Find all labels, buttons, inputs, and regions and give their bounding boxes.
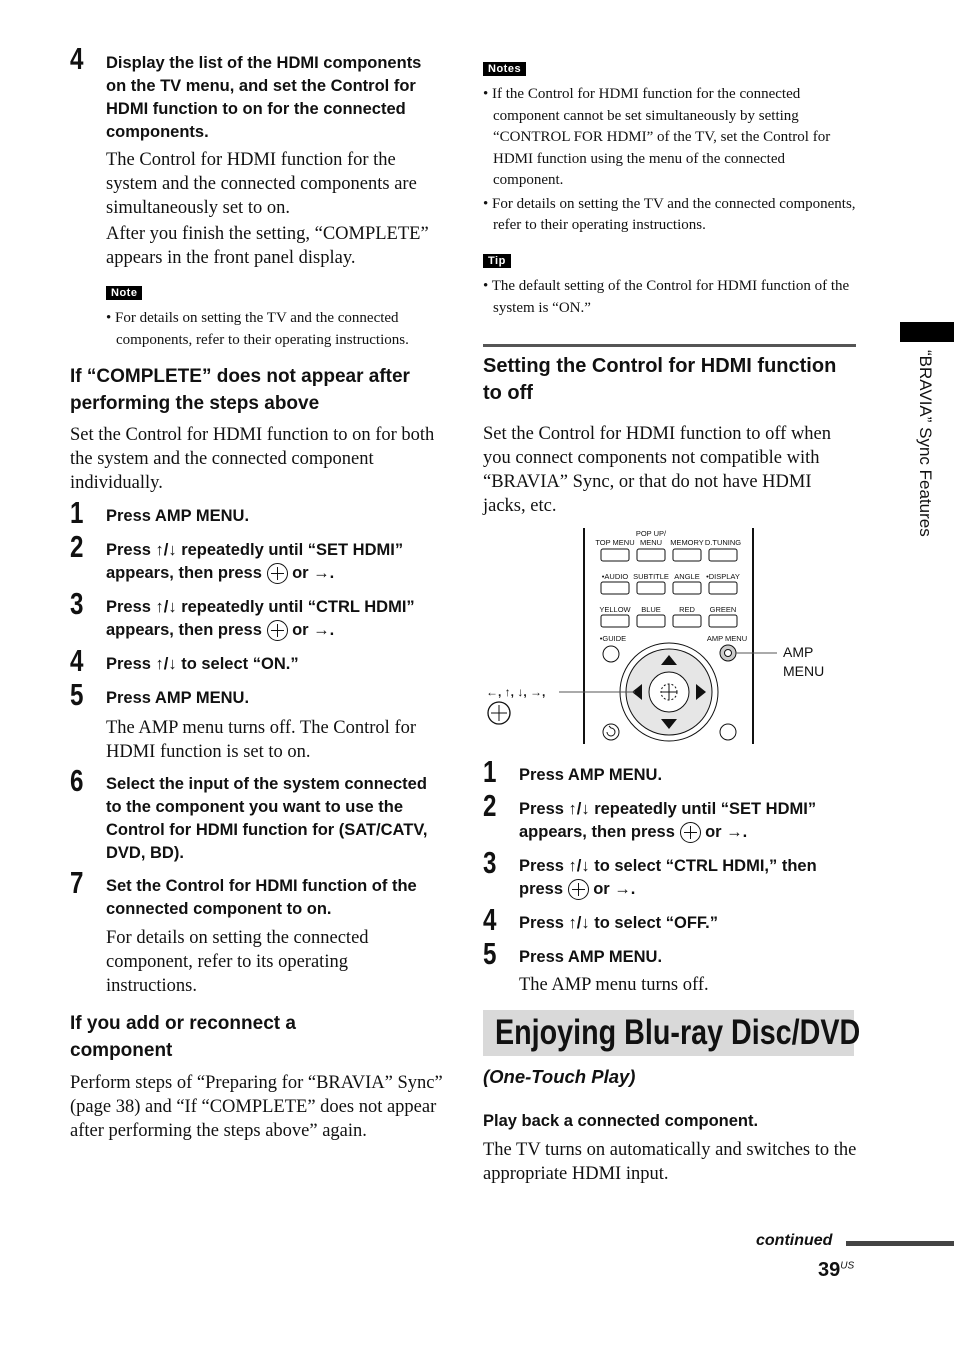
- remote-label: •DISPLAY: [706, 572, 740, 581]
- step-body: For details on setting the connected component, refer to its operating instructions.: [106, 928, 369, 996]
- guide-button[interactable]: [603, 646, 619, 662]
- blue-button[interactable]: [637, 615, 665, 627]
- display-button[interactable]: [709, 582, 737, 594]
- top-menu-button[interactable]: [601, 549, 629, 561]
- remote-label: •AUDIO: [601, 572, 629, 581]
- step-heading: Press ↑/↓ to select “ON.”: [106, 655, 299, 673]
- note-item: • For details on setting the TV and the connected components, refer to their operating instructions.: [483, 195, 856, 233]
- step-heading: Press ↑/↓ repeatedly until “CTRL HDMI” appears, then press or →.: [106, 598, 415, 639]
- step-number: 4: [483, 902, 497, 937]
- step-heading: Press ↑/↓ to select “CTRL HDMI,” then press or →.: [519, 857, 817, 898]
- angle-button[interactable]: [673, 582, 701, 594]
- continued-label: continued: [756, 1232, 833, 1249]
- option-button[interactable]: [720, 724, 736, 740]
- section-title: Enjoying Blu-ray Disc/DVD: [495, 1013, 861, 1052]
- step-body: The AMP menu turns off. The Control for HDMI function is set to on.: [106, 718, 417, 762]
- remote-label: POP UP/: [635, 529, 667, 538]
- section-heading: Setting the Control for HDMI function to off: [483, 355, 837, 404]
- remote-label: GREEN: [709, 605, 737, 614]
- remote-label: RED: [679, 605, 695, 614]
- remote-label: SUBTITLE: [633, 572, 669, 581]
- return-button[interactable]: [603, 724, 619, 740]
- remote-control-illustration: [483, 524, 857, 746]
- enter-callout-icon: [488, 702, 510, 724]
- step-heading: Press AMP MENU.: [106, 689, 250, 707]
- note-list: [106, 308, 451, 351]
- remote-label: YELLOW: [599, 605, 631, 614]
- remote-label: ANGLE: [674, 572, 700, 581]
- d-tuning-button[interactable]: [709, 549, 737, 561]
- amp-menu-callout: MENU: [783, 663, 825, 679]
- notes-badge: Notes: [483, 62, 526, 76]
- step-number: 2: [483, 788, 497, 823]
- step-number: 7: [70, 865, 84, 900]
- page-number: $39^{US}$: [818, 1259, 855, 1281]
- step-heading: Select the input of the system connected to the component you want to use the Control for HDMI function for (SAT/CATV, DVD, BD).: [106, 775, 428, 862]
- tip-badge: Tip: [483, 254, 511, 268]
- remote-label: D.TUNING: [704, 538, 742, 547]
- memory-button[interactable]: [673, 549, 701, 561]
- enter-button-icon: [267, 620, 288, 641]
- sidebar-label: “BRAVIA” Sync Features: [916, 350, 935, 537]
- red-button[interactable]: [673, 615, 701, 627]
- remote-label: BLUE: [641, 605, 661, 614]
- subtitle-button[interactable]: [637, 582, 665, 594]
- step-body: The Control for HDMI function for the system and the connected components are simultaneously set to on.: [106, 150, 417, 218]
- tip-list: [483, 276, 857, 319]
- section-heading: If you add or reconnect a component: [70, 1013, 296, 1061]
- remote-label: AMP MENU: [706, 634, 748, 643]
- note-item: • If the Control for HDMI function for the connected component cannot be set simultaneously by setting “CONTROL FOR HDMI” of the TV, set the Control for HDMI function using the menu of the connected component.: [483, 86, 831, 188]
- step-heading: Press AMP MENU.: [519, 948, 663, 966]
- remote-label: •GUIDE: [599, 634, 627, 643]
- play-heading: Play back a connected component.: [483, 1112, 759, 1130]
- step-number: 4: [70, 643, 84, 678]
- remote-label: MEMORY: [670, 538, 704, 547]
- section-title-bar: [483, 1010, 861, 1056]
- section-intro: Set the Control for HDMI function to off when you connect components not compatible with “BRAVIA” Sync, or that do not have HDMI jacks, etc.: [483, 424, 832, 516]
- step-heading: Press AMP MENU.: [519, 766, 663, 784]
- step-number: 3: [70, 586, 84, 621]
- continued-bar: [846, 1241, 954, 1246]
- section-heading: If “COMPLETE” does not appear after performing the steps above: [70, 366, 410, 414]
- enter-button-icon: [568, 879, 589, 900]
- popup-menu-button[interactable]: [637, 549, 665, 561]
- amp-menu-callout: AMP: [783, 644, 814, 660]
- step-heading: Press AMP MENU.: [106, 507, 250, 525]
- play-body: The TV turns on automatically and switches to the appropriate HDMI input.: [483, 1140, 857, 1184]
- yellow-button[interactable]: [601, 615, 629, 627]
- remote-label: MENU: [639, 538, 663, 547]
- step-number: 2: [70, 529, 84, 564]
- step-number: 5: [70, 677, 84, 712]
- step-body: The AMP menu turns off.: [519, 975, 709, 995]
- step-heading: Set the Control for HDMI function of the connected component to on.: [106, 877, 417, 918]
- step-heading: Press ↑/↓ repeatedly until “SET HDMI” appears, then press or →.: [106, 541, 404, 582]
- audio-button[interactable]: [601, 582, 629, 594]
- note-badge: Note: [106, 286, 142, 300]
- step-number: 6: [70, 763, 84, 798]
- step-number: 3: [483, 845, 497, 880]
- enter-button-icon: [680, 822, 701, 843]
- enter-button-icon: [267, 563, 288, 584]
- amp-menu-button-dot: [725, 650, 732, 657]
- green-button[interactable]: [709, 615, 737, 627]
- section-body: Perform steps of “Preparing for “BRAVIA” Sync” (page 38) and “If “COMPLETE” does not appear after performing the steps above” again.: [70, 1073, 443, 1141]
- sidebar-tab: [900, 322, 954, 342]
- step-number: 1: [70, 495, 84, 530]
- step-heading: Display the list of the HDMI components on the TV menu, and set the Control for HDMI function to on for the connected components.: [106, 54, 422, 141]
- arrows-callout: ←, ↑, ↓, →,: [486, 685, 546, 699]
- step-heading: Press ↑/↓ repeatedly until “SET HDMI” appears, then press or →.: [519, 800, 817, 841]
- step-heading: Press ↑/↓ to select “OFF.”: [519, 914, 718, 932]
- section-rule: [483, 344, 856, 347]
- section-intro: Set the Control for HDMI function to on for both the system and the connected component individually.: [70, 425, 435, 493]
- section-subtitle: (One-Touch Play): [483, 1066, 636, 1087]
- step-number: 1: [483, 754, 497, 789]
- notes-list: [483, 84, 857, 237]
- note-item: • For details on setting the TV and the connected components, refer to their operating instructions.: [106, 310, 409, 348]
- step-body: After you finish the setting, “COMPLETE” appears in the front panel display.: [106, 224, 429, 268]
- tip-item: • The default setting of the Control for HDMI function of the system is “ON.”: [483, 278, 850, 316]
- step-number: 5: [483, 936, 497, 971]
- step-number: 4: [70, 41, 84, 76]
- remote-label: TOP MENU: [595, 538, 635, 547]
